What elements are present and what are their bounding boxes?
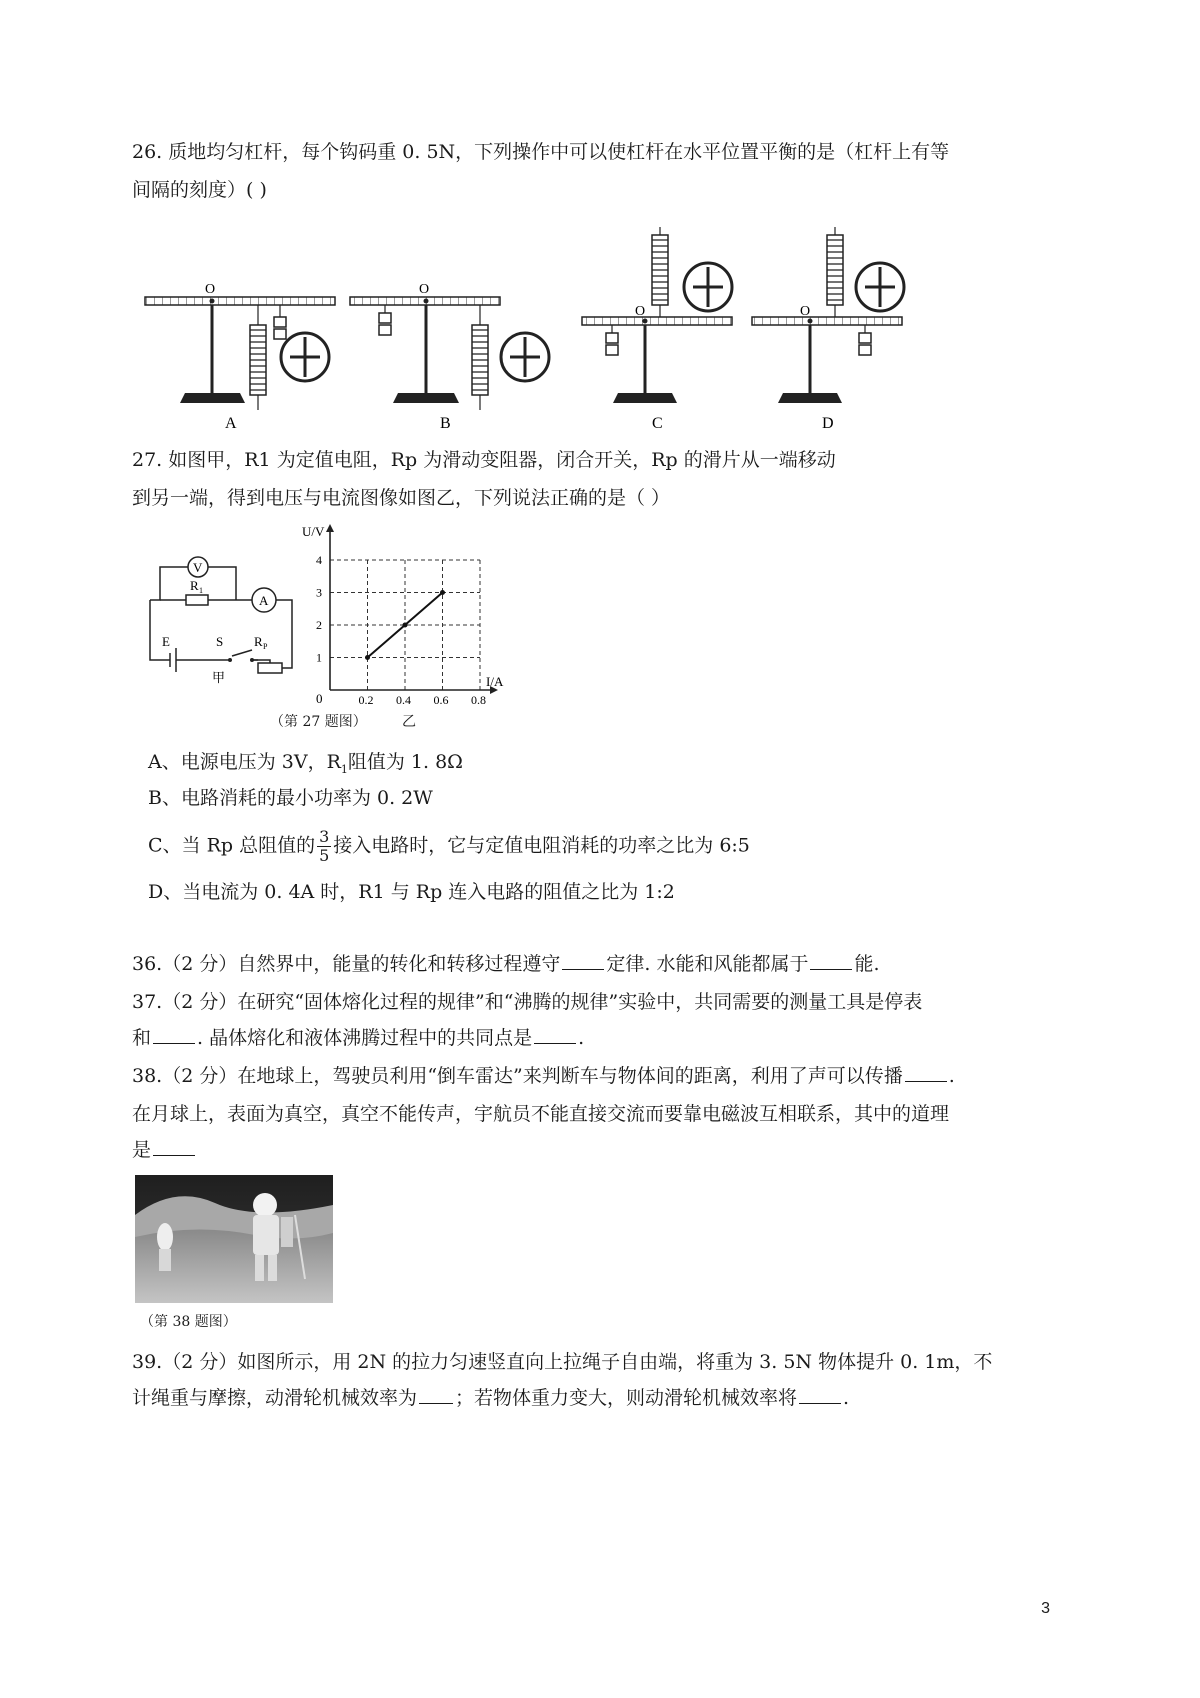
data-point	[440, 590, 445, 595]
y-tick-label: 4	[316, 553, 322, 567]
y-tick-label: 1	[316, 650, 322, 665]
r1-label: R	[190, 578, 199, 593]
q38-line3	[132, 1136, 197, 1164]
pivot-label-b: O	[419, 282, 430, 297]
data-point	[365, 655, 370, 660]
graph-caption: 乙	[402, 714, 416, 730]
circuit-caption: 甲	[212, 670, 226, 685]
q39-blank-1[interactable]	[419, 1385, 453, 1404]
x-tick-label: 0.2	[358, 693, 374, 707]
ui-graph	[300, 520, 515, 720]
option-b: B、电路消耗的最小功率为 0. 2W	[148, 787, 433, 809]
q39-line1: 39.（2 分）如图所示，用 2N 的拉力匀速竖直向上拉绳子自由端，将重为 3. 5N 物体提升 0. 1m，不	[132, 1351, 993, 1373]
figure-27-caption: （第 27 题图）	[270, 714, 367, 730]
y-tick-label: 2	[316, 618, 322, 632]
ammeter-label: A	[259, 593, 269, 608]
lever-figure-c	[582, 227, 732, 432]
q36-pre: 36.（2 分）自然界中，能量的转化和转移过程遵守	[132, 953, 561, 975]
switch-label: S	[216, 634, 224, 649]
lever-figure-b	[350, 282, 549, 432]
fig-label-d: D	[822, 415, 834, 432]
moon-photo	[135, 1175, 333, 1303]
option-c	[148, 828, 750, 865]
y-tick-label: 3	[316, 585, 322, 600]
y-axis-label: U/V	[302, 524, 325, 539]
x-axis-label: I/A	[486, 674, 504, 689]
pivot-label-d: O	[800, 304, 811, 319]
q37-blank-1[interactable]	[153, 1025, 195, 1044]
fig-label-b: B	[440, 415, 451, 432]
pivot-label-a: O	[205, 282, 216, 297]
option-a-post: 阻值为 1. 8Ω	[347, 751, 463, 773]
lever-figures	[130, 225, 930, 440]
page-number: 3	[1041, 1600, 1050, 1617]
option-a-pre: A、电源电压为 3V，R	[148, 751, 341, 773]
q37-line1: 37.（2 分）在研究“固体熔化过程的规律”和“沸腾的规律”实验中，共同需要的测量工具是停表	[132, 991, 923, 1013]
option-a	[148, 748, 463, 784]
q39-post: .	[843, 1387, 850, 1409]
q26-line1: 26. 质地均匀杠杆，每个钩码重 0. 5N，下列操作中可以使杠杆在水平位置平衡的是（杠杆上有等	[132, 141, 950, 163]
q38-line1	[132, 1062, 955, 1090]
q39-line2	[132, 1384, 849, 1412]
x-tick-label: 0.8	[471, 693, 486, 707]
option-c-pre: C、当 Rp 总阻值的	[148, 834, 316, 857]
q38-line3-text: 是	[132, 1139, 152, 1161]
q37-pre: 和	[132, 1027, 152, 1049]
q38-blank-2[interactable]	[153, 1137, 195, 1156]
lever-figure-a	[145, 282, 335, 432]
q36-blank-2[interactable]	[810, 951, 852, 970]
q36-post: 能.	[854, 953, 880, 975]
q37-post: .	[578, 1027, 585, 1049]
q36-blank-1[interactable]	[562, 951, 604, 970]
fraction: $\frac{3}{5}$	[319, 827, 330, 865]
q36-mid: 定律. 水能和风能都属于	[606, 953, 809, 975]
rp-subscript: P	[263, 642, 268, 651]
r1-subscript: 1	[199, 586, 203, 595]
q26-line2: 间隔的刻度）( )	[132, 179, 267, 201]
figure-38-caption: （第 38 题图）	[140, 1314, 237, 1330]
rp-label: R	[254, 634, 263, 649]
q38-pre: 38.（2 分）在地球上，驾驶员利用“倒车雷达”来判断车与物体间的距离，利用了声可以传播	[132, 1065, 903, 1087]
origin-label: 0	[316, 691, 323, 706]
q37-mid: . 晶体熔化和液体沸腾过程中的共同点是	[197, 1027, 533, 1049]
circuit-diagram	[140, 550, 300, 685]
fig-label-a: A	[225, 415, 237, 432]
q36-line	[132, 950, 880, 978]
pivot-label-c: O	[635, 304, 646, 319]
q38-blank-1[interactable]	[905, 1063, 947, 1082]
q39-blank-2[interactable]	[799, 1385, 841, 1404]
lever-figure-d	[752, 227, 904, 432]
q38-line2: 在月球上，表面为真空，真空不能传声，宇航员不能直接交流而要靠电磁波互相联系，其中的道理	[132, 1103, 950, 1125]
x-tick-label: 0.4	[396, 693, 411, 707]
voltmeter-label: V	[193, 560, 203, 575]
q38-post: .	[948, 1065, 955, 1087]
battery-label: E	[162, 634, 170, 649]
option-d: D、当电流为 0. 4A 时，R1 与 Rp 连入电路的阻值之比为 1:2	[148, 881, 675, 903]
option-a-sub: 1	[340, 762, 348, 776]
q39-pre: 计绳重与摩擦，动滑轮机械效率为	[132, 1387, 418, 1409]
option-c-post: 接入电路时，它与定值电阻消耗的功率之比为 6:5	[333, 834, 750, 857]
q37-line2	[132, 1024, 584, 1052]
q27-line1: 27. 如图甲，R1 为定值电阻，Rp 为滑动变阻器，闭合开关，Rp 的滑片从一端移动	[132, 449, 836, 471]
q27-line2: 到另一端，得到电压与电流图像如图乙，下列说法正确的是（ ）	[132, 487, 671, 509]
x-tick-label: 0.6	[433, 693, 449, 707]
fig-label-c: C	[652, 415, 663, 432]
q37-blank-2[interactable]	[534, 1025, 576, 1044]
q39-mid: ；若物体重力变大，则动滑轮机械效率将	[455, 1387, 798, 1409]
data-point	[403, 623, 408, 628]
